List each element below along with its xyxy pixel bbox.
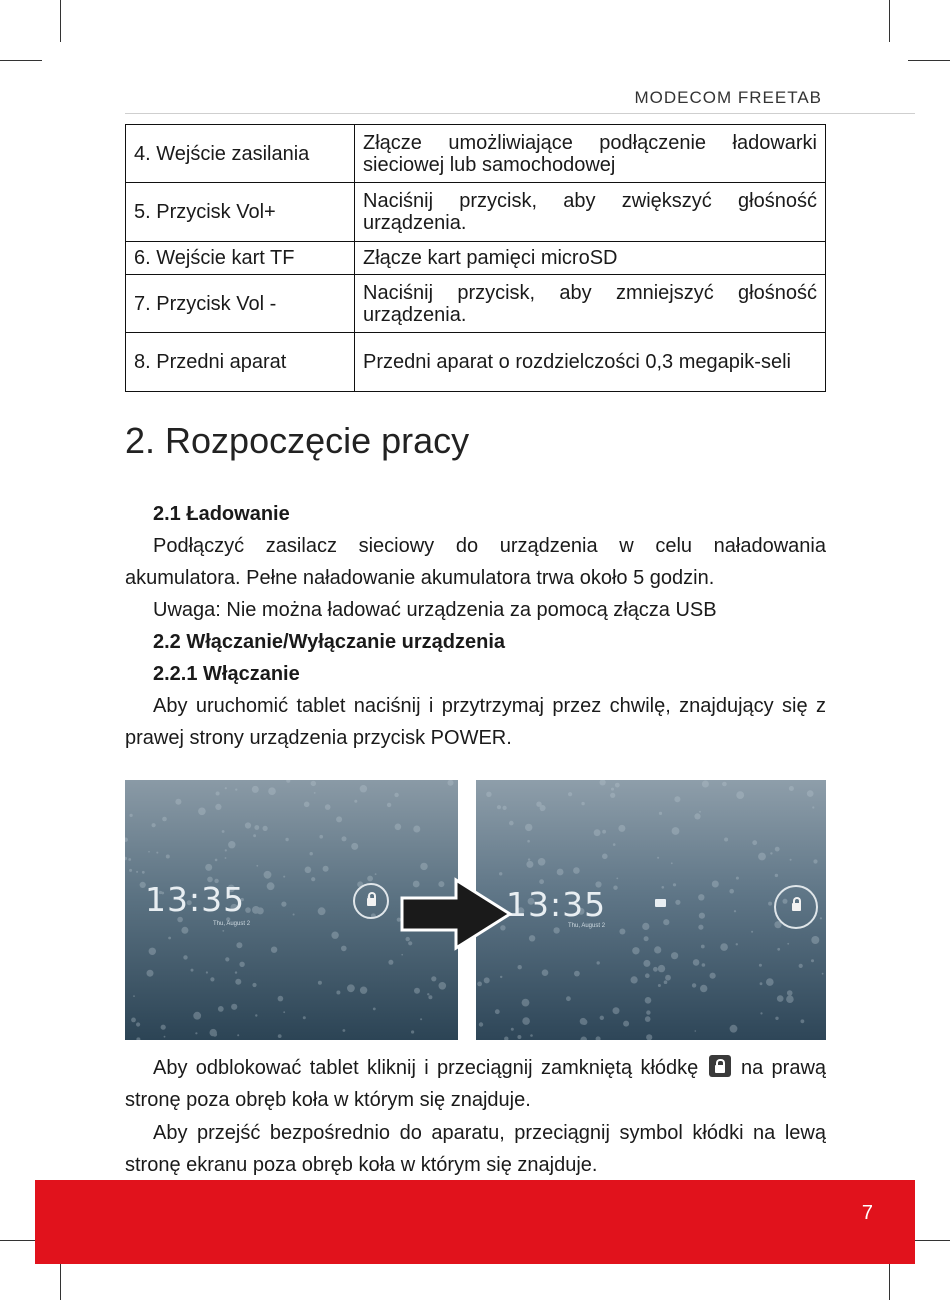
table-cell-label: 8. Przedni aparat — [126, 333, 355, 392]
camera-text: Aby przejść bezpośrednio do aparatu, przeciągnij symbol kłódki na lewą stronę ekranu poza obręb koła w którym się znajduje. — [125, 1122, 826, 1176]
clock-date: Thu, August 2 — [213, 921, 251, 927]
arrow-right-icon — [398, 876, 518, 952]
crop-mark — [60, 1258, 61, 1300]
table-row — [126, 125, 826, 183]
crop-mark — [889, 0, 890, 42]
spec-table — [125, 124, 826, 392]
table-cell-label: 5. Przycisk Vol+ — [126, 183, 355, 242]
clock-date: Thu, August 2 — [568, 923, 606, 929]
lock-icon[interactable] — [792, 903, 801, 911]
table-cell-desc: Złącze kart pamięci microSD — [355, 242, 826, 275]
table-cell-desc: Naciśnij przycisk, aby zmniejszyć głośność urządzenia. — [355, 275, 826, 333]
header-divider — [125, 113, 915, 114]
table-cell-label: 6. Wejście kart TF — [126, 242, 355, 275]
charging-note: Uwaga: Nie można ładować urządzenia za pomocą złącza USB — [153, 599, 717, 621]
lock-icon[interactable] — [367, 898, 376, 906]
camera-icon[interactable] — [655, 899, 666, 907]
padlock-icon — [709, 1055, 731, 1077]
section-title: 2. Rozpoczęcie pracy — [125, 420, 470, 461]
table-cell-desc: Złącze umożliwiające podłączenie ładowarki sieciowej lub samochodowej — [355, 125, 826, 183]
table-row — [126, 275, 826, 333]
power-heading: 2.2 Włączanie/Wyłączanie urządzenia — [153, 631, 505, 653]
charging-text: Podłączyć zasilacz sieciowy do urządzenia w celu naładowania akumulatora. Pełne naładowanie akumulatora trwa około 5 godzin. — [125, 535, 826, 589]
unlock-text — [125, 1052, 826, 1116]
table-cell-desc: Przedni aparat o rozdzielczości 0,3 megapik-seli — [355, 333, 826, 392]
page-number: 7 — [861, 1202, 873, 1224]
charging-heading: 2.1 Ładowanie — [153, 503, 290, 525]
table-cell-label: 4. Wejście zasilania — [126, 125, 355, 183]
header-brand: MODECOM FREETAB — [634, 88, 822, 107]
unlock-text-after: na prawą stronę poza obręb koła w którym się znajduje. — [125, 1057, 827, 1111]
unlock-text-before: Aby odblokować tablet kliknij i przeciągnij zamkniętą kłódkę — [153, 1057, 699, 1079]
table-cell-desc: Naciśnij przycisk, aby zwiększyć głośność urządzenia. — [355, 183, 826, 242]
power-text: Aby uruchomić tablet naciśnij i przytrzymaj przez chwilę, znajdujący się z prawej strony urządzenia przycisk POWER. — [125, 695, 826, 749]
crop-mark — [908, 60, 950, 61]
table-row — [126, 242, 826, 275]
table-row — [126, 333, 826, 392]
lockscreen-after-image — [476, 780, 826, 1040]
clock-time: 13:35 — [506, 885, 607, 924]
power-subheading: 2.2.1 Włączanie — [153, 663, 300, 685]
table-row — [126, 183, 826, 242]
table-cell-label: 7. Przycisk Vol - — [126, 275, 355, 333]
clock-time: 13:35 — [145, 880, 246, 919]
footer-bar — [35, 1180, 915, 1264]
crop-mark — [0, 60, 42, 61]
crop-mark — [60, 0, 61, 42]
crop-mark — [889, 1258, 890, 1300]
